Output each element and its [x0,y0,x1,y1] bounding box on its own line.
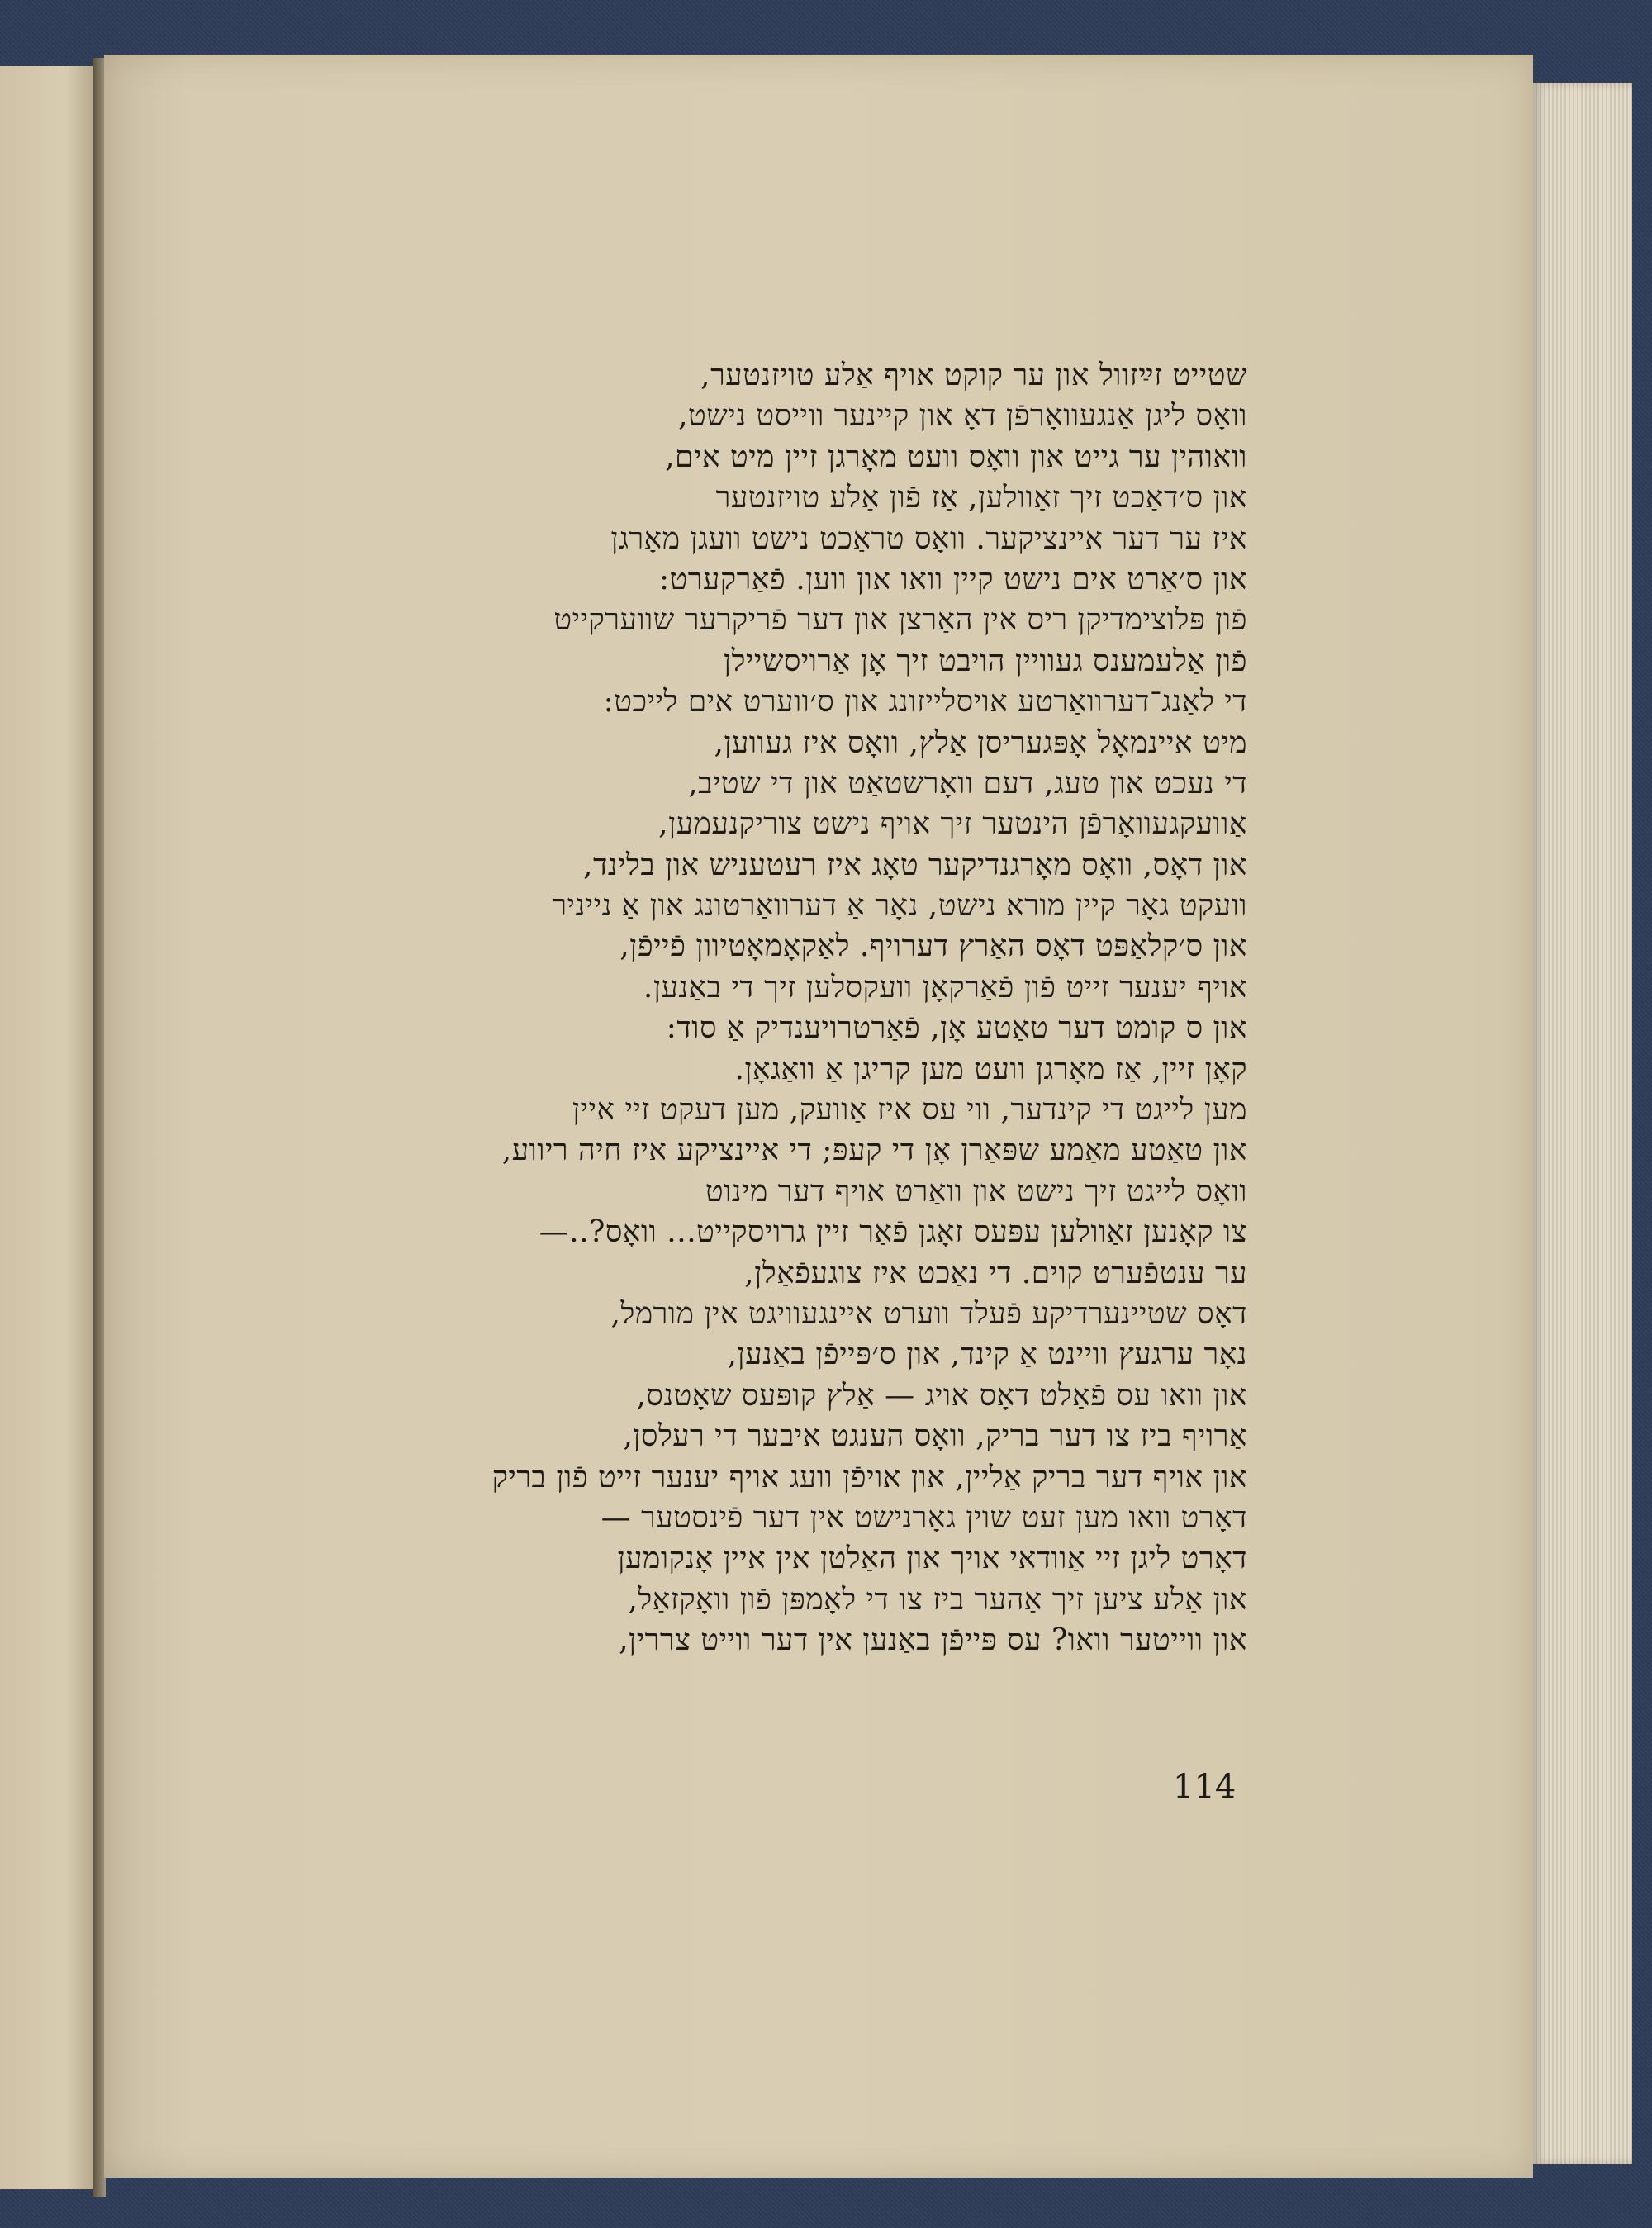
text-line: און ס׳קלאַפּט דאָס האַרץ דערויף. לאַקאָמאָטיוון פֿייפֿן, [620,929,1247,964]
text-line: אַוועקגעוואָרפֿן הינטער זיך אויף נישט צוריקנעמען, [658,807,1247,842]
text-line: שטייט זײַזוול און ער קוקט אויף אַלע טויזנטער, [700,359,1247,392]
poem-text [306,355,1247,1776]
text-line: צו קאָנען זאַוולען עפּעס זאָגן פֿאַר זיין גרויסקייט... וואָס?..— [539,1215,1247,1250]
text-line: אַרויף ביז צו דער בריק, וואָס הענגט איבער די רעלסן, [623,1419,1247,1454]
text-line: דאָרט וואו מען זעט שוין גאָרנישט אין דער פֿינסטער — [601,1500,1247,1535]
text-line: ער ענטפֿערט קוים. די נאַכט איז צוגעפֿאַלן, [744,1256,1247,1290]
text-line: די נעכט און טעג, דעם וואָרשטאַט און די שטיב, [688,766,1247,800]
text-line: און ווייטער וואו? עס פּייפֿן באַנען אין דער ווייט צררין, [619,1623,1247,1658]
text-line: די לאַנג־דערוואַרטע אויסלייזונג און ס׳ווערט אים לייכט: [603,685,1247,720]
text-line: און טאַטע מאַמע שפּאַרן אָן די קעפּ; די איינציקע איז חיה ריווע, [501,1133,1247,1168]
text-line: און אַלע ציען זיך אַהער ביז צו די לאָמפּן פֿון וואָקזאַל, [628,1582,1247,1617]
text-line: און וואו עס פֿאַלט דאָס אויג — אַלץ קופּעס שאָטנס, [636,1378,1247,1413]
text-line: וועקט גאָר קיין מורא נישט, נאָר אַ דערוואַרטונג און אַ נייניר [552,889,1247,924]
text-line: קאָן זיין, אַז מאָרגן וועט מען קריגן אַ וואַגאָן. [734,1052,1247,1086]
text-line: און אויף דער בריק אַליין, און אויפֿן וועג אויף יענער זייט פֿון בריק [491,1460,1247,1494]
text-line: און דאָס, וואָס מאָרגנדיקער טאָג איז רעטעניש און בלינד, [583,848,1247,882]
text-line: נאָר ערגעץ וויינט אַ קינד, און ס׳פּייפֿן באַנען, [727,1337,1247,1372]
text-line: און ס׳אַרט אים נישט קיין וואו און ווען. פֿאַרקערט: [658,562,1247,596]
page-stack-edges [1533,83,1632,2164]
text-line: איז ער דער איינציקער. וואָס טראַכט נישט וועגן מאָרגן [610,521,1247,556]
text-line: מען לייגט די קינדער, ווי עס איז אַוועק, מען דעקט זיי איין [572,1093,1247,1128]
text-line: דאָס שטיינערדיקע פֿעלד ווערט איינגעוויגט אין מורמל, [610,1296,1247,1331]
text-line: וואוהין ער גייט און וואָס וועט מאָרגן זיין מיט אים, [665,439,1247,474]
previous-page-edge [0,66,93,2189]
text-line: פֿון אַלעמענס געוויין הויבט זיך אָן אַרויסשיילן [723,644,1247,678]
text-line: וואָס לייגט זיך נישט און וואַרט אויף דער מינוט [705,1174,1247,1209]
text-line: מיט איינמאָל אָפּגעריסן אַלץ, וואָס איז געווען, [714,725,1247,760]
text-line: וואָס ליגן אַנגעוואָרפֿן דאָ און קיינער ווייסט נישט, [678,399,1247,434]
page-number: 114 [1173,1768,1237,1806]
text-line: און ס קומט דער טאַטע אָן, פֿאַרטרויענדיק אַ סוד: [666,1011,1247,1046]
text-line: דאָרט ליגן זיי אַוודאי אויך און האַלטן אין איין אָנקומען [617,1542,1247,1576]
text-line: און ס׳דאַכט זיך זאַוולען, אַז פֿון אַלע טויזנטער [715,481,1247,515]
text-line: אויף יענער זייט פֿון פֿאַרקאָן וועקסלען זיך די באַנען. [643,970,1247,1005]
text-line: פֿון פּלוצימדיקן ריס אין האַרצן און דער פֿריקרער שווערקייט [553,603,1247,638]
